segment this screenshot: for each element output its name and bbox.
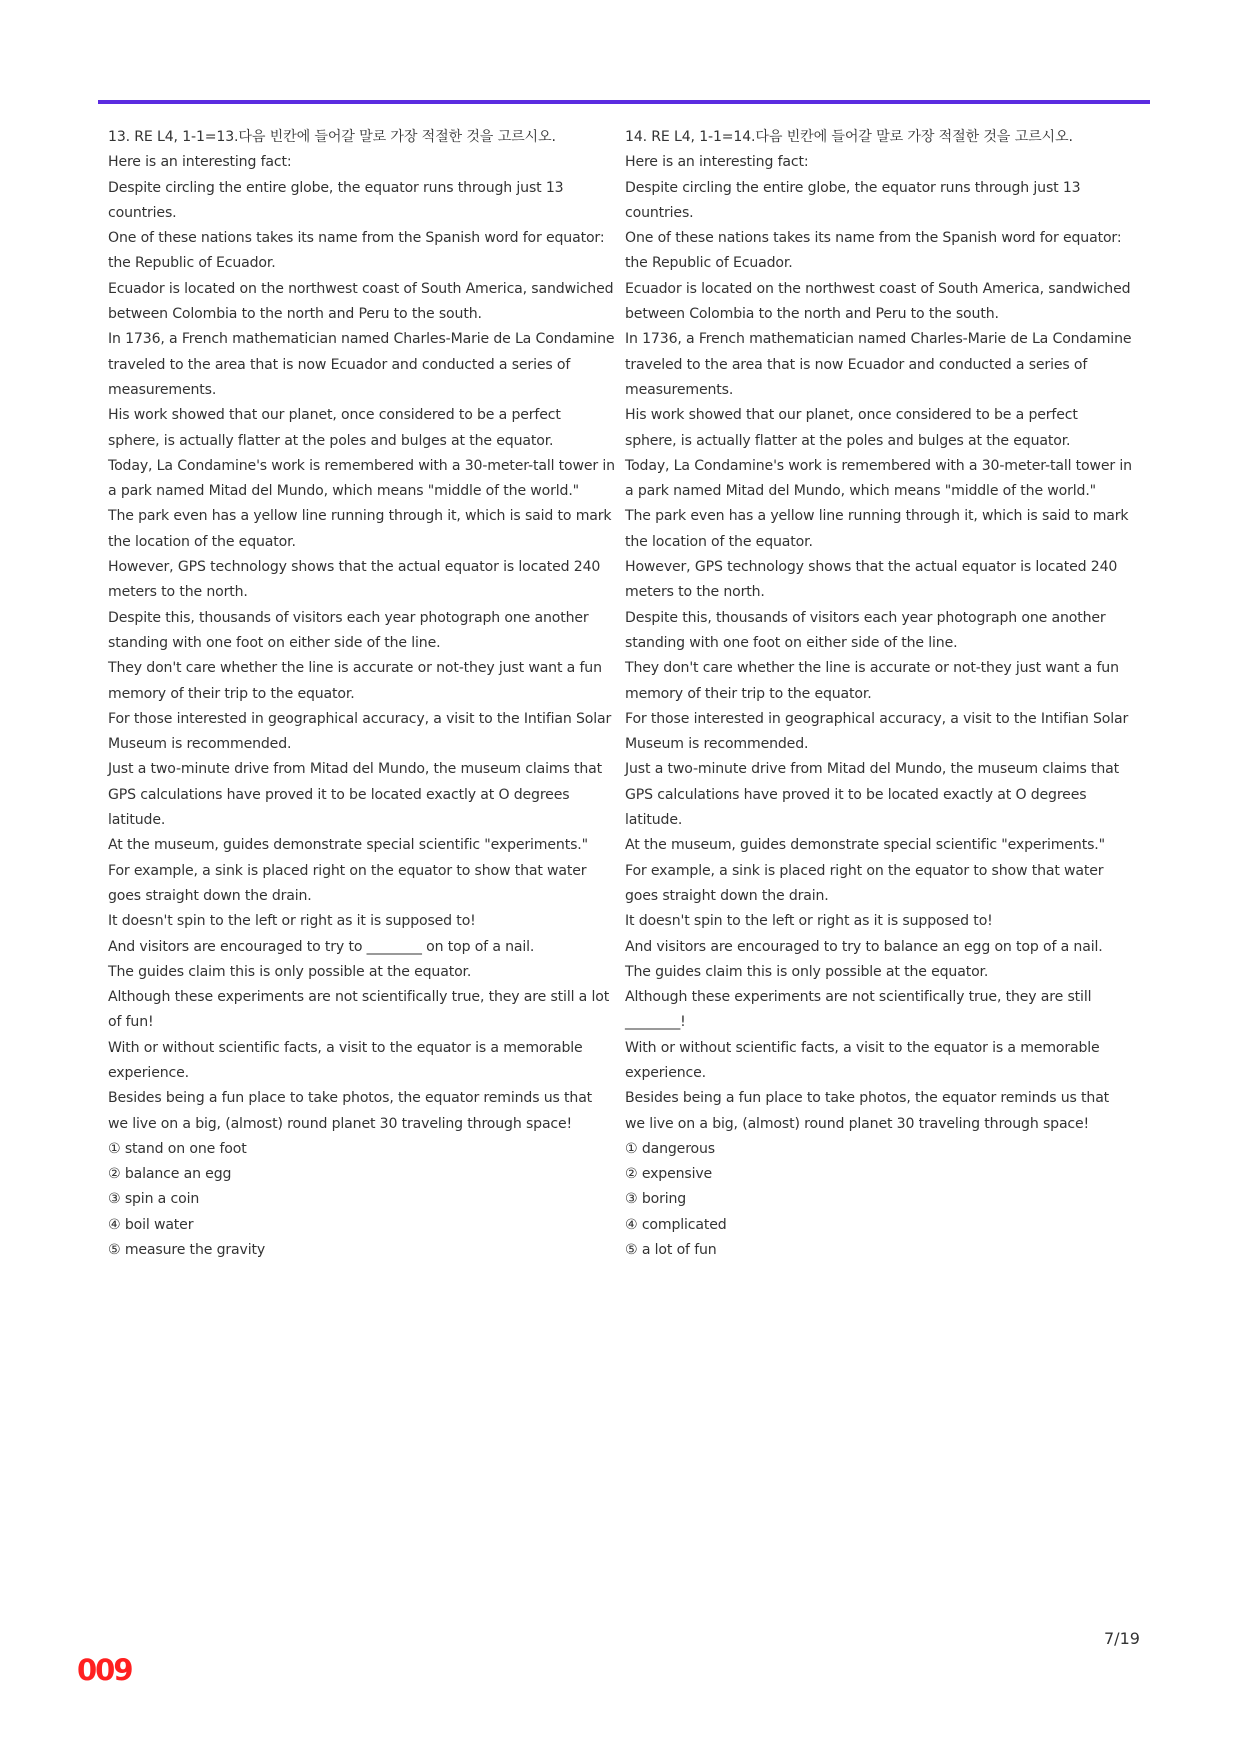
passage: [108, 150, 616, 1137]
choice-5[interactable]: ⑤ a lot of fun: [625, 1242, 717, 1259]
passage-line: And visitors are encouraged to try to ________ on top of a nail.: [108, 938, 535, 955]
passage-line: With or without scientific facts, a visit to the equator is a memorable experience.: [625, 1039, 1100, 1081]
passage-line: In 1736, a French mathematician named Charles-Marie de La Condamine traveled to the area that is now Ecuador and conducted a series of measurements.: [108, 331, 615, 398]
passage-line: It doesn't spin to the left or right as it is supposed to!: [625, 913, 993, 930]
passage-line: Here is an interesting fact:: [625, 154, 809, 171]
choice-5[interactable]: ⑤ measure the gravity: [108, 1242, 266, 1259]
passage-line: Besides being a fun place to take photos, the equator reminds us that we live on a big, (almost) round planet 30 traveling through space!: [625, 1090, 1110, 1132]
passage-line: The guides claim this is only possible at the equator.: [625, 963, 989, 980]
passage-line: One of these nations takes its name from the Spanish word for equator: the Republic of Ecuador.: [625, 230, 1122, 272]
passage-line: However, GPS technology shows that the actual equator is located 240 meters to the north.: [108, 559, 601, 601]
passage-line: For example, a sink is placed right on the equator to show that water goes straight down the drain.: [108, 862, 587, 904]
passage-line: Today, La Condamine's work is remembered with a 30-meter-tall tower in a park named Mitad del Mundo, which means "middle of the world.": [108, 457, 615, 500]
passage-line: For those interested in geographical accuracy, a visit to the Intifian Solar Museum is recommended.: [625, 710, 1129, 753]
question-header: 14. RE L4, 1-1=14.다음 빈칸에 들어갈 말로 가장 적절한 것을 고르시오.: [625, 129, 1073, 145]
passage-line: Despite circling the entire globe, the equator runs through just 13 countries.: [108, 179, 564, 221]
passage-line: Despite this, thousands of visitors each year photograph one another standing with one foot on either side of the line.: [625, 609, 1106, 651]
passage-line: In 1736, a French mathematician named Charles-Marie de La Condamine traveled to the area that is now Ecuador and conducted a series of measurements.: [625, 331, 1132, 398]
brand-logo: 009: [77, 1653, 132, 1687]
choice-3[interactable]: ③ spin a coin: [108, 1191, 200, 1208]
passage-line: His work showed that our planet, once considered to be a perfect sphere, is actually flatter at the poles and bulges at the equator.: [108, 407, 561, 449]
passage-line: They don't care whether the line is accurate or not-they just want a fun memory of their trip to the equator.: [625, 660, 1119, 702]
passage-line: For example, a sink is placed right on the equator to show that water goes straight down the drain.: [625, 862, 1104, 904]
page-number: 7/19: [1104, 1629, 1140, 1648]
passage-line: For those interested in geographical accuracy, a visit to the Intifian Solar Museum is recommended.: [108, 710, 612, 753]
question-14: [625, 125, 1133, 1263]
passage: [625, 150, 1133, 1137]
choice-2[interactable]: ② balance an egg: [108, 1166, 232, 1183]
passage-line: However, GPS technology shows that the actual equator is located 240 meters to the north.: [625, 559, 1118, 601]
answer-choices: [625, 1137, 1133, 1263]
passage-line: Just a two-minute drive from Mitad del Mundo, the museum claims that GPS calculations have proved it to be located exactly at O degrees latitude.: [625, 761, 1120, 829]
passage-line: Ecuador is located on the northwest coast of South America, sandwiched between Colombia to the north and Peru to the south.: [108, 280, 614, 323]
choice-3[interactable]: ③ boring: [625, 1191, 687, 1208]
passage-line: With or without scientific facts, a visit to the equator is a memorable experience.: [108, 1039, 583, 1081]
passage-line: Despite circling the entire globe, the equator runs through just 13 countries.: [625, 179, 1081, 221]
passage-line: And visitors are encouraged to try to balance an egg on top of a nail.: [625, 938, 1103, 955]
passage-line: Here is an interesting fact:: [108, 154, 292, 171]
answer-choices: [108, 1137, 616, 1263]
passage-line: The guides claim this is only possible at the equator.: [108, 963, 472, 980]
passage-line: Besides being a fun place to take photos, the equator reminds us that we live on a big, (almost) round planet 30 traveling through space!: [108, 1090, 593, 1132]
passage-line: They don't care whether the line is accurate or not-they just want a fun memory of their trip to the equator.: [108, 660, 602, 702]
passage-line: His work showed that our planet, once considered to be a perfect sphere, is actually flatter at the poles and bulges at the equator.: [625, 407, 1078, 449]
passage-line: Although these experiments are not scientifically true, they are still a lot of fun!: [108, 989, 610, 1031]
passage-line: At the museum, guides demonstrate special scientific "experiments.": [108, 837, 588, 854]
choice-1[interactable]: ① stand on one foot: [108, 1140, 247, 1157]
passage-line: The park even has a yellow line running through it, which is said to mark the location of the equator.: [625, 508, 1129, 550]
question-header: 13. RE L4, 1-1=13.다음 빈칸에 들어갈 말로 가장 적절한 것을 고르시오.: [108, 129, 556, 145]
question-13: [108, 125, 616, 1263]
passage-line: Just a two-minute drive from Mitad del Mundo, the museum claims that GPS calculations have proved it to be located exactly at O degrees latitude.: [108, 761, 603, 829]
choice-4[interactable]: ④ boil water: [108, 1216, 194, 1233]
choice-2[interactable]: ② expensive: [625, 1166, 713, 1183]
passage-line: It doesn't spin to the left or right as it is supposed to!: [108, 913, 476, 930]
passage-line: Although these experiments are not scientifically true, they are still ________!: [625, 989, 1092, 1031]
passage-line: At the museum, guides demonstrate special scientific "experiments.": [625, 837, 1105, 854]
choice-4[interactable]: ④ complicated: [625, 1216, 727, 1233]
passage-line: Ecuador is located on the northwest coast of South America, sandwiched between Colombia to the north and Peru to the south.: [625, 280, 1131, 323]
passage-line: One of these nations takes its name from the Spanish word for equator: the Republic of Ecuador.: [108, 230, 605, 272]
choice-1[interactable]: ① dangerous: [625, 1140, 715, 1157]
passage-line: Despite this, thousands of visitors each year photograph one another standing with one foot on either side of the line.: [108, 609, 589, 651]
passage-line: Today, La Condamine's work is remembered with a 30-meter-tall tower in a park named Mitad del Mundo, which means "middle of the world.": [625, 457, 1132, 500]
passage-line: The park even has a yellow line running through it, which is said to mark the location of the equator.: [108, 508, 612, 550]
top-accent-rule: [98, 100, 1150, 104]
